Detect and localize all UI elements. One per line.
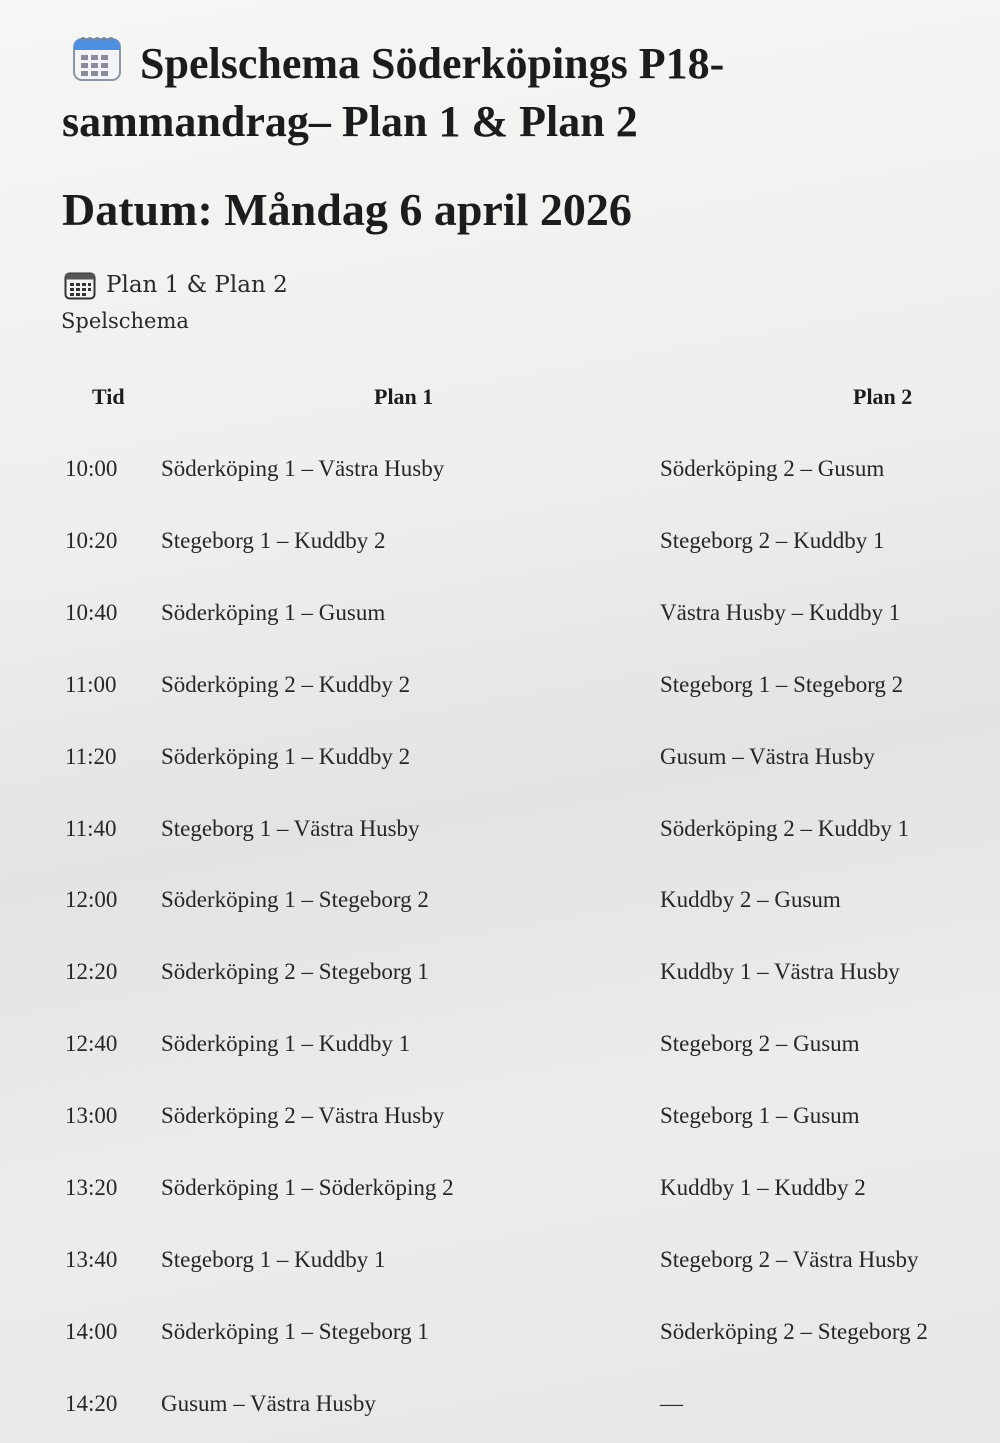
plan2-match-cell: Kuddby 2 – Gusum — [660, 887, 841, 912]
table-row — [0, 665, 1000, 705]
plan2-match-cell: Stegeborg 2 – Kuddby 1 — [660, 528, 885, 553]
calendar-icon — [64, 270, 96, 300]
plan1-match-cell: Söderköping 1 – Söderköping 2 — [161, 1175, 454, 1200]
table-row — [0, 1096, 1000, 1136]
subtitle-line — [64, 268, 288, 302]
plan2-match-cell: Stegeborg 1 – Stegeborg 2 — [660, 672, 904, 697]
plan1-match-cell: Söderköping 1 – Västra Husby — [161, 456, 445, 481]
time-cell: 10:00 — [65, 456, 118, 481]
time-cell: 14:20 — [65, 1391, 118, 1416]
calendar-icon — [72, 34, 122, 82]
table-row — [0, 1168, 1000, 1208]
plan2-match-cell: Stegeborg 1 – Gusum — [660, 1103, 860, 1128]
time-cell: 14:00 — [65, 1319, 118, 1344]
time-cell: 11:20 — [65, 744, 117, 769]
time-cell: 11:00 — [65, 672, 117, 697]
plan1-match-cell: Stegeborg 1 – Kuddby 2 — [161, 528, 386, 553]
column-header-time: Tid — [92, 384, 125, 409]
time-cell: 10:20 — [65, 528, 118, 553]
time-cell: 13:20 — [65, 1175, 118, 1200]
plan2-match-cell: Kuddby 1 – Kuddby 2 — [660, 1175, 866, 1200]
column-header-plan1: Plan 1 — [374, 384, 434, 409]
page-title-text: Spelschema Söderköpings P18-sammandrag– Plan 1 & Plan 2 — [62, 39, 725, 146]
date-heading: Datum: Måndag 6 april 2026 — [62, 184, 632, 235]
table-row — [0, 952, 1000, 992]
plan1-match-cell: Söderköping 2 – Stegeborg 1 — [161, 959, 429, 984]
section-label: Spelschema — [61, 309, 189, 333]
plan1-match-cell: Söderköping 1 – Gusum — [161, 600, 386, 625]
plan1-match-cell: Söderköping 1 – Kuddby 1 — [161, 1031, 411, 1056]
table-row — [0, 809, 1000, 849]
plan2-match-cell: Söderköping 2 – Kuddby 1 — [660, 816, 910, 841]
subtitle-text: Plan 1 & Plan 2 — [106, 272, 288, 298]
table-row — [0, 449, 1000, 489]
column-header-plan2: Plan 2 — [853, 384, 913, 409]
time-cell: 12:20 — [65, 959, 118, 984]
time-cell: 11:40 — [65, 816, 117, 841]
table-row — [0, 737, 1000, 777]
table-row — [0, 1384, 1000, 1424]
plan2-match-cell: Västra Husby – Kuddby 1 — [660, 600, 901, 625]
plan1-match-cell: Gusum – Västra Husby — [161, 1391, 376, 1416]
time-cell: 13:40 — [65, 1247, 118, 1272]
table-row — [0, 880, 1000, 920]
plan2-match-cell: — — [660, 1391, 683, 1416]
table-row — [0, 1024, 1000, 1064]
plan1-match-cell: Söderköping 2 – Kuddby 2 — [161, 672, 411, 697]
time-cell: 12:40 — [65, 1031, 118, 1056]
time-cell: 13:00 — [65, 1103, 118, 1128]
time-cell: 12:00 — [65, 887, 118, 912]
table-row — [0, 1312, 1000, 1352]
time-cell: 10:40 — [65, 600, 118, 625]
plan2-match-cell: Söderköping 2 – Stegeborg 2 — [660, 1319, 928, 1344]
plan1-match-cell: Söderköping 2 – Västra Husby — [161, 1103, 445, 1128]
plan1-match-cell: Söderköping 1 – Kuddby 2 — [161, 744, 411, 769]
plan2-match-cell: Söderköping 2 – Gusum — [660, 456, 885, 481]
plan2-match-cell: Gusum – Västra Husby — [660, 744, 875, 769]
table-row — [0, 1240, 1000, 1280]
plan2-match-cell: Kuddby 1 – Västra Husby — [660, 959, 900, 984]
plan2-match-cell: Stegeborg 2 – Gusum — [660, 1031, 860, 1056]
plan1-match-cell: Söderköping 1 – Stegeborg 2 — [161, 887, 429, 912]
table-row — [0, 593, 1000, 633]
table-row — [0, 521, 1000, 561]
plan1-match-cell: Stegeborg 1 – Kuddby 1 — [161, 1247, 386, 1272]
plan2-match-cell: Stegeborg 2 – Västra Husby — [660, 1247, 919, 1272]
plan1-match-cell: Stegeborg 1 – Västra Husby — [161, 816, 420, 841]
plan1-match-cell: Söderköping 1 – Stegeborg 1 — [161, 1319, 429, 1344]
page-title — [62, 34, 942, 151]
